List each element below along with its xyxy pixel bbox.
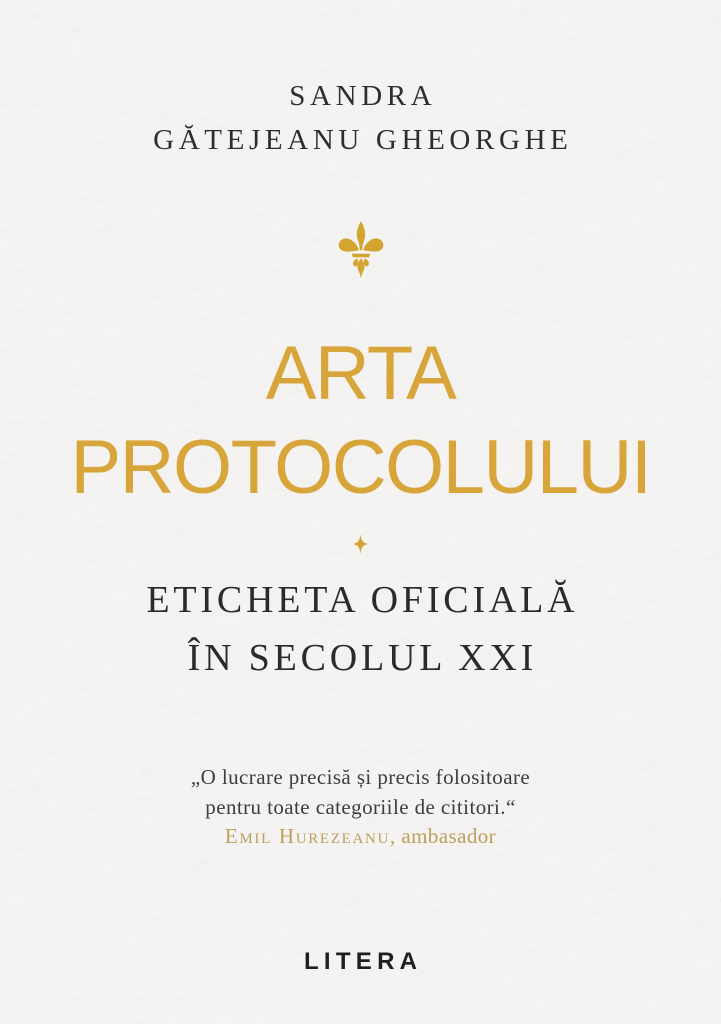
review-quote-line2: pentru toate categoriile de cititori.“ [205,795,516,819]
fleur-de-lis-icon [0,220,721,289]
attribution-role: , ambasador [390,824,497,848]
quote-attribution [0,824,721,849]
review-quote-line1: „O lucrare precisă și precis folositoare [190,765,531,789]
author-name-line2: GĂTEJEANU GHEORGHE [153,124,573,156]
author-name-line1: SANDRA [289,80,437,112]
subtitle-line2: ÎN SECOLUL XXI [187,637,538,679]
attribution-name: Emil Hurezeanu [224,824,390,848]
publisher-logo: LITERA [303,948,423,975]
book-title-line2: PROTOCOLULUI [70,425,651,510]
diamond-icon [0,534,721,559]
book-title-line1: ARTA [265,331,456,416]
subtitle-line1: ETICHETA OFICIALĂ [146,579,579,621]
